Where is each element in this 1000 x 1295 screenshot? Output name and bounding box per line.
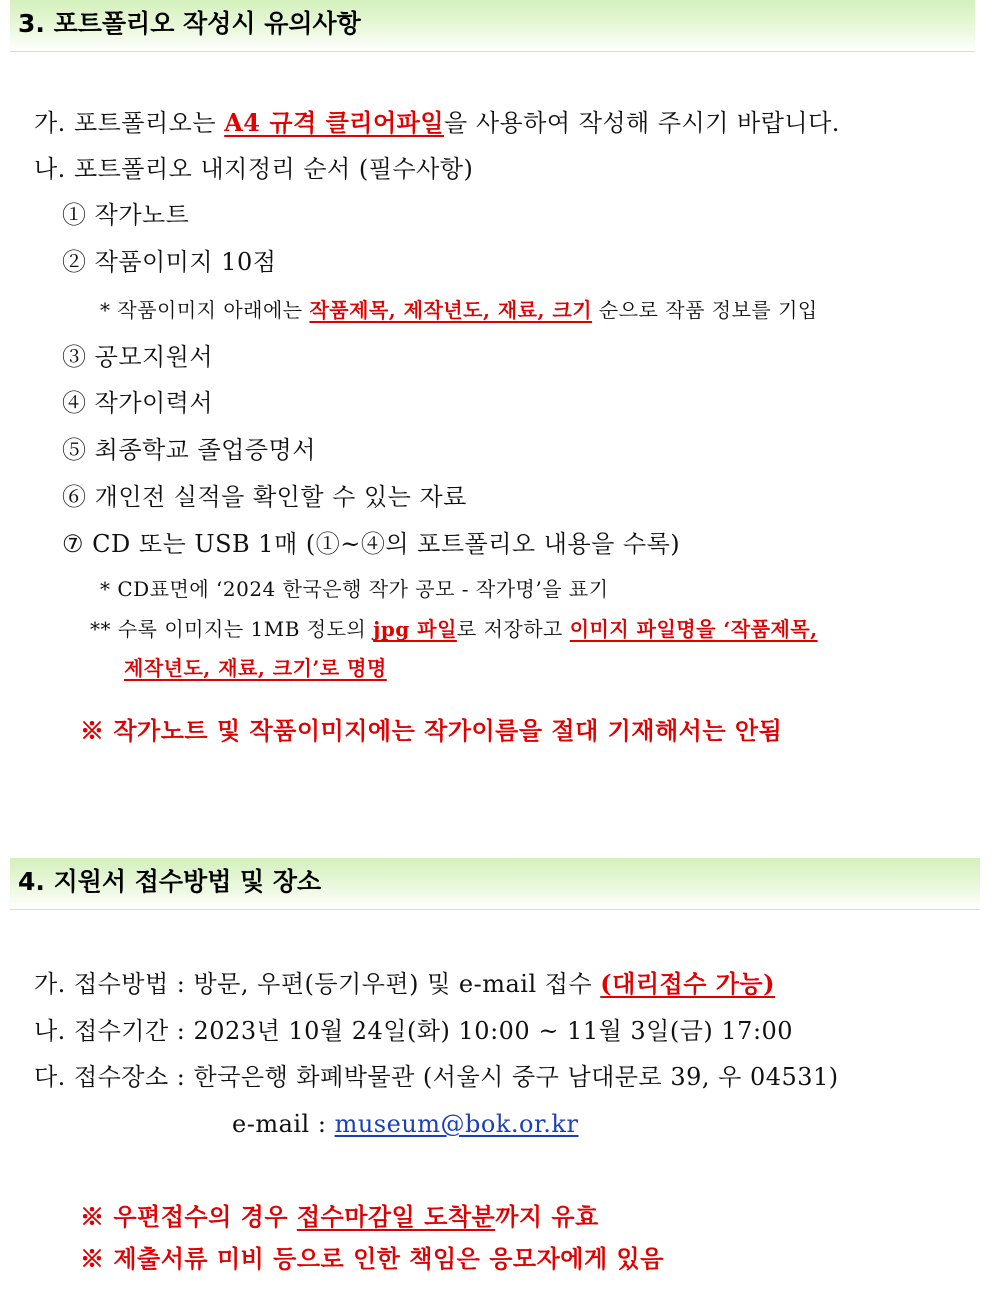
list-item-5: ⑤ 최종학교 졸업증명서 (62, 436, 316, 464)
note-image-suffix: 순으로 작품 정보를 기입 (592, 298, 818, 322)
section-3-title: 3. 포트폴리오 작성시 유의사항 (18, 9, 361, 38)
note-file-line2-text: 제작년도, 재료, 크기’로 명명 (124, 656, 387, 680)
list-item-4: ④ 작가이력서 (62, 389, 214, 417)
note-cd: * CD표면에 ‘2024 한국은행 작가 공모 - 작가명’을 표기 (100, 577, 609, 601)
section-4-header (10, 858, 980, 910)
method-prefix: 가. 접수방법 : 방문, 우편(등기우편) 및 e-mail 접수 (34, 970, 601, 998)
list-item-7: ⑦ CD 또는 USB 1매 (①~④의 포트폴리오 내용을 수록) (62, 530, 681, 558)
section-4-warning-1 (80, 1202, 599, 1232)
note-file (90, 616, 818, 642)
note-file-middle: 로 저장하고 (456, 617, 570, 641)
email-link[interactable]: museum@bok.or.kr (334, 1110, 579, 1138)
note-file-line2 (124, 655, 387, 681)
note-image-highlight: 작품제목, 제작년도, 재료, 크기 (309, 298, 593, 322)
item-ga-prefix: 가. 포트폴리오는 (34, 109, 225, 137)
note-file-highlight-name: 이미지 파일명을 ‘작품제목, (569, 617, 818, 641)
item-ga-highlight: A4 규격 클리어파일 (224, 108, 445, 137)
section-3-header (10, 0, 975, 52)
item-ga-suffix: 을 사용하여 작성해 주시기 바랍니다. (444, 109, 840, 137)
note-file-highlight-jpg: jpg 파일 (373, 617, 457, 641)
email-line (232, 1109, 578, 1139)
note-image-info (100, 297, 818, 323)
section-3-warning: ※ 작가노트 및 작품이미지에는 작가이름을 절대 기재해서는 안됨 (80, 716, 783, 745)
warning1-suffix: 까지 유효 (495, 1202, 599, 1231)
method-line (34, 969, 775, 999)
method-highlight: (대리접수 가능) (600, 969, 775, 998)
email-label: e-mail : (232, 1110, 335, 1138)
place-line: 다. 접수장소 : 한국은행 화폐박물관 (서울시 중구 남대문로 39, 우 04531) (34, 1063, 839, 1091)
list-item-2: ② 작품이미지 10점 (62, 248, 277, 276)
list-item-6: ⑥ 개인전 실적을 확인할 수 있는 자료 (62, 483, 467, 511)
list-item-1: ① 작가노트 (62, 201, 190, 229)
section-4-warning-2: ※ 제출서류 미비 등으로 인한 책임은 응모자에게 있음 (80, 1244, 664, 1273)
item-na: 나. 포트폴리오 내지정리 순서 (필수사항) (34, 155, 474, 183)
period-line: 나. 접수기간 : 2023년 10월 24일(화) 10:00 ~ 11월 3일(금) 17:00 (34, 1017, 794, 1045)
item-ga (34, 108, 840, 138)
note-file-prefix: ** 수록 이미지는 1MB 정도의 (90, 617, 374, 641)
warning1-highlight: 접수마감일 도착분 (296, 1202, 496, 1231)
note-image-prefix: * 작품이미지 아래에는 (100, 298, 310, 322)
section-4-title: 4. 지원서 접수방법 및 장소 (18, 867, 322, 896)
list-item-3: ③ 공모지원서 (62, 343, 214, 371)
warning1-prefix: ※ 우편접수의 경우 (80, 1202, 297, 1231)
